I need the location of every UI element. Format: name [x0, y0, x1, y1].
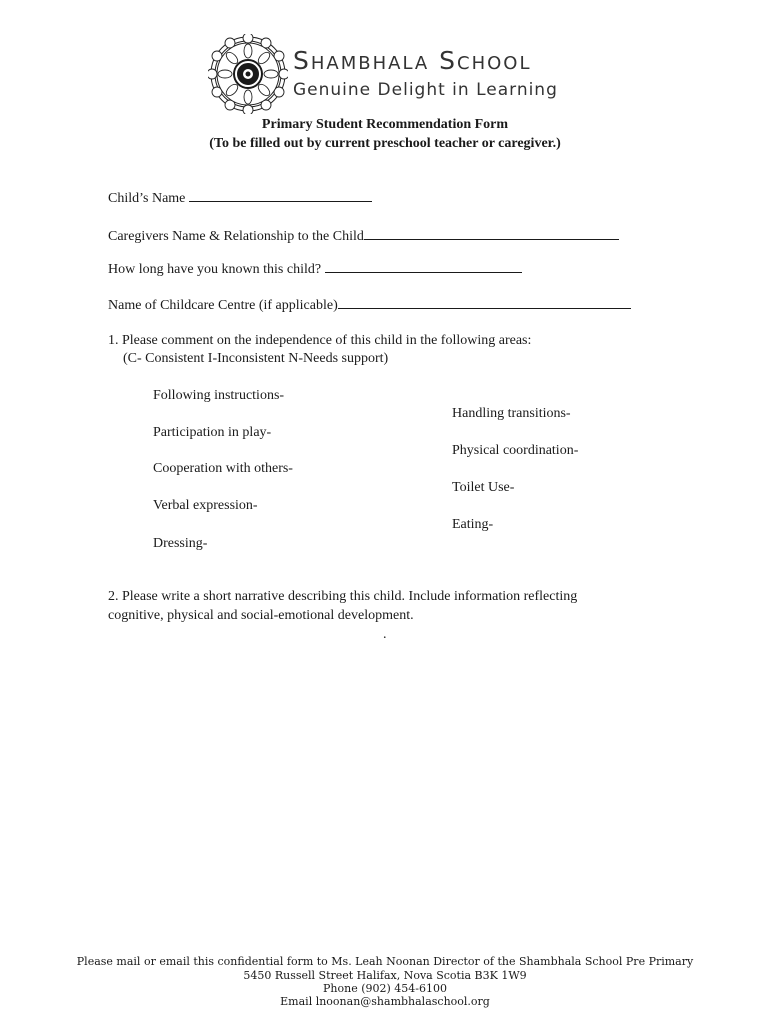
form-title: Primary Student Recommendation Form	[261, 117, 509, 132]
footer-address: 5450 Russell Street Halifax, Nova Scotia B3K 1W9	[243, 969, 527, 982]
question-1-text: 1. Please comment on the independence of this child in the following areas:	[108, 333, 532, 348]
footer-mail-instructions: Please mail or email this confidential form to Ms. Leah Noonan Director of the Shambhala School Pre Primary	[76, 955, 694, 968]
question-2-line-2: cognitive, physical and social-emotional development.	[108, 608, 414, 623]
caregiver-row	[108, 227, 619, 245]
caregiver-label: Caregivers Name & Relationship to the Child	[108, 229, 364, 244]
footer-phone: Phone (902) 454-6100	[323, 982, 447, 995]
childcare-label: Name of Childcare Centre (if applicable)	[108, 298, 338, 313]
question-2-line-1: 2. Please write a short narrative describing this child. Include information reflecting	[108, 589, 578, 604]
form-subtitle: (To be filled out by current preschool teacher or caregiver.)	[209, 136, 561, 151]
area-dressing: Dressing-	[153, 536, 208, 551]
area-eating: Eating-	[452, 517, 494, 532]
area-following-instructions: Following instructions-	[153, 388, 285, 403]
known-duration-field[interactable]	[325, 260, 522, 273]
known-duration-row	[108, 260, 522, 278]
area-verbal-expression: Verbal expression-	[153, 498, 258, 513]
area-participation-in-play: Participation in play-	[153, 425, 272, 440]
childs-name-field[interactable]	[189, 189, 372, 202]
shambhala-logo-icon	[208, 34, 288, 114]
school-logo	[208, 34, 578, 114]
area-physical-coordination: Physical coordination-	[452, 443, 579, 458]
childcare-field[interactable]	[338, 296, 631, 309]
childs-name-label: Child’s Name	[108, 191, 186, 206]
known-duration-label: How long have you known this child?	[108, 262, 322, 277]
childcare-row	[108, 296, 631, 314]
area-handling-transitions: Handling transitions-	[452, 406, 571, 421]
area-toilet-use: Toilet Use-	[452, 480, 515, 495]
area-cooperation-with-others: Cooperation with others-	[153, 461, 293, 476]
footer-email: Email lnoonan@shambhalaschool.org	[280, 995, 490, 1008]
narrative-answer[interactable]: .	[383, 627, 387, 642]
caregiver-field[interactable]	[364, 227, 619, 240]
brand-tagline: Genuine Delight in Learning	[293, 80, 558, 100]
childs-name-row	[108, 189, 372, 207]
brand-name: Shambhala School	[293, 46, 532, 75]
question-1-legend: (C- Consistent I-Inconsistent N-Needs support)	[123, 351, 389, 366]
